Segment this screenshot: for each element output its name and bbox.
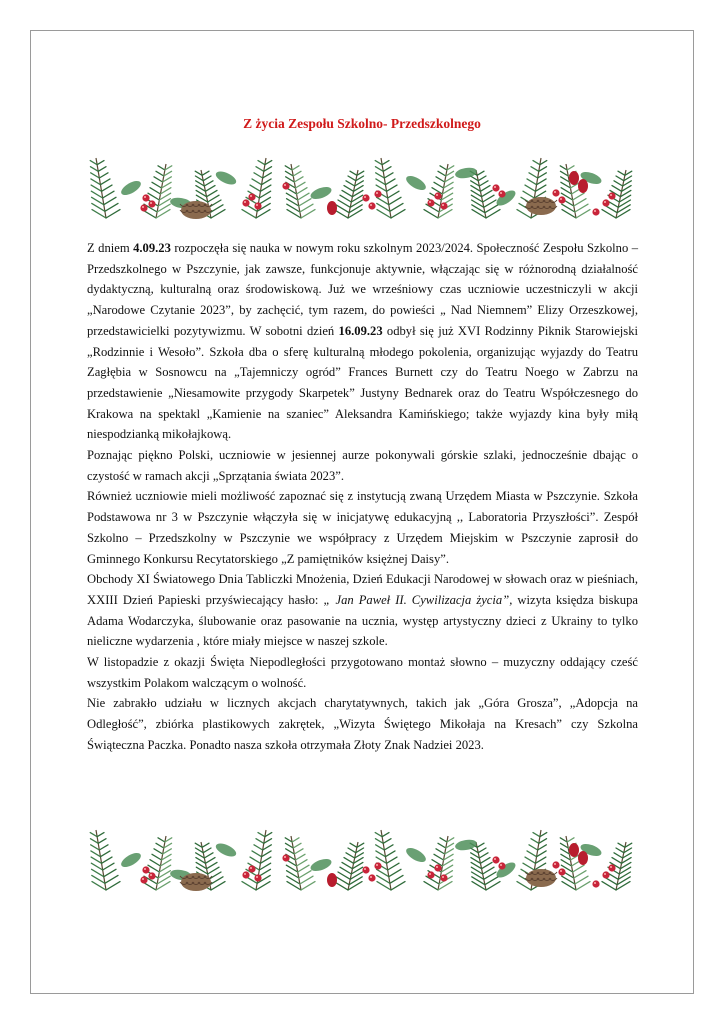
article-body: [87, 238, 638, 756]
text-run: Również uczniowie mieli możliwość zapoznać się z instytucją zwaną Urzędem Miasta w Pszczynie. Szkoła Podstawowa nr 3 w Pszczynie włączyła się w inicjatywę edukacyjną ,, Laboratoria Przyszłości”. Zespół Szkolno – Przedszkolny w Pszczynie we współpracy z Urzędem Miejskim w Pszczynie zaprosił do Gminnego Konkursu Recytatorskiego „Z pamiętników księżnej Daisy”.: [87, 489, 638, 566]
text-run: wizyta księdza biskupa Adama Wodarczyka, ślubowanie oraz pasowanie na ucznia, występ artystyczny dzieci z Ukrainy to tylko nieliczne wydarzenia , które miały miejsce w naszej szkole.: [87, 592, 638, 649]
date-highlight: 4.09.23: [133, 241, 171, 255]
paragraph: [87, 693, 638, 755]
winter-garland-icon: [86, 148, 640, 224]
paragraph: [87, 238, 638, 445]
quoted-motto: „ Jan Paweł II. Cywilizacja życia”,: [323, 592, 513, 607]
text-run: rozpoczęła się nauka w nowym roku szkolnym 2023/2024. Społeczność Zespołu Szkolno – Przedszkolnego w Pszczynie, jak zawsze, funkcjonuje aktywnie, włączając się w różnorodną działalność dydaktyczną, kulturalną oraz środowiskową. Już we wrześniowy czas uczniowie uczestniczyli w akcji „Narodowe Czytanie 2023”, by zachęcić, tym razem, do powieści „ Nad Niemnem” Elizy Orzeszkowej, przedstawicielki pozytywizmu. W sobotni dzień: [87, 241, 639, 338]
text-run: Nie zabrakło udziału w licznych akcjach charytatywnych, takich jak „Góra Grosza”, „Adopcja na Odległość”, zbiórka plastikowych zakrętek, „Wizyta Świętego Mikołaja na Kresach” czy Szkolna Świąteczna Paczka. Ponadto nasza szkoła otrzymała Złoty Znak Nadziei 2023.: [87, 696, 638, 752]
winter-garland-icon: [86, 820, 640, 896]
text-run: odbył się już XVI Rodzinny Piknik Starowiejski „Rodzinnie i Wesoło”. Szkoła dba o sferę kulturalną młodego pokolenia, organizując wyjazdy do Teatru Zagłębia w Sosnowcu na „Tajemniczy ogród” Frances Burnett czy do Teatru Noego w Zabrzu na przedstawienie „Niesamowite przygody Skarpetek” Justyny Bednarek oraz do Teatru Współczesnego do Krakowa na spektakl „Kamienie na szaniec” Aleksandra Kamińskiego; także wyjazdy kina były miłą niespodzianką mikołajkową.: [87, 323, 638, 442]
text-run: Poznając piękno Polski, uczniowie w jesiennej aurze pokonywali górskie szlaki, jednocześnie dbając o czystość w ramach akcji „Sprzątania świata 2023”.: [87, 448, 638, 483]
paragraph: [87, 569, 638, 652]
paragraph: [87, 652, 638, 693]
text-run: Obchody XI Światowego Dnia Tabliczki Mnożenia, Dzień Edukacji Narodowej w słowach oraz w pieśniach, XXIII Dzień Papieski przyświecający hasło:: [87, 572, 638, 607]
paragraph: [87, 445, 638, 486]
text-run: W listopadzie z okazji Święta Niepodległości przygotowano montaż słowno – muzyczny oddający cześć wszystkim Polakom walczącym o wolność.: [87, 655, 638, 690]
paragraph: [87, 486, 638, 569]
document-title: Z życia Zespołu Szkolno- Przedszkolnego: [243, 116, 481, 131]
date-highlight: 16.09.23: [338, 323, 383, 338]
text-run: Z dniem: [87, 241, 134, 255]
